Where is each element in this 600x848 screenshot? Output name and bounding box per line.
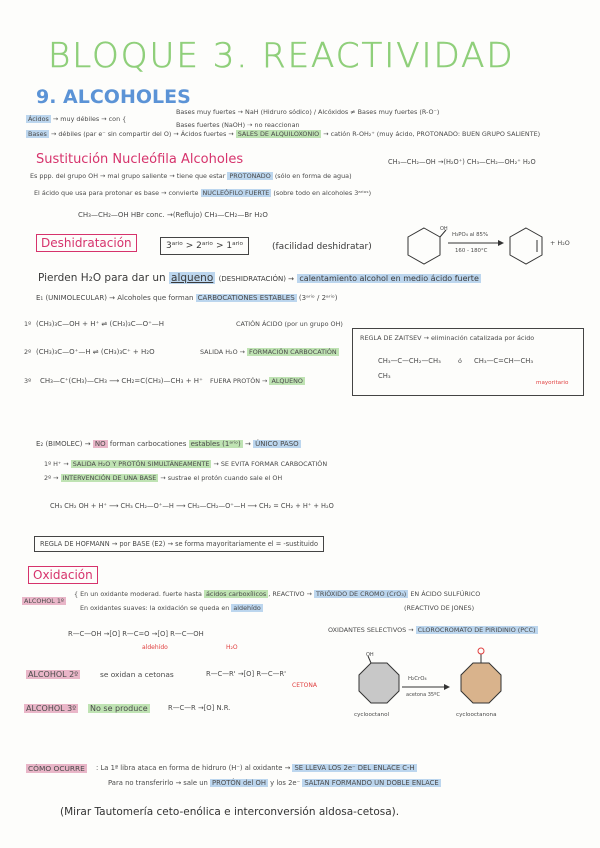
acidos-line: Ácidos → muy débiles → con {: [28, 115, 127, 123]
deshid-line1: Pierden H₂O para dar un alqueno (DESHIDRATACIÓN) → calentamiento alcohol en medio ácido fuerte: [38, 272, 479, 284]
acidos-carboxilicos-highlight: ácidos carboxílicos: [206, 590, 267, 598]
alc2-reaction: R—C—R' →[O] R—C—R': [206, 670, 286, 678]
cyclooctanone-structure: [456, 658, 506, 708]
no-forman-highlight: NO: [94, 440, 106, 448]
cyclohexanol-structure: [404, 222, 444, 266]
oxidation-arrow: [402, 684, 450, 690]
sales-alquiloxonio: SALES DE ALQUILOXONIO: [237, 130, 320, 138]
cyclooctanol-label: cyclooctanol: [354, 712, 390, 718]
mech-step2: (CH₃)₃C—O⁺—H ⇌ (CH₃)₃C⁺ + H₂O: [36, 348, 155, 356]
bases-tag: Bases: [28, 130, 47, 138]
unico-paso-highlight: ÚNICO PASO: [255, 440, 299, 448]
aldehido-highlight: aldehído: [233, 604, 261, 612]
e2-line: E₂ (BIMOLEC) → NO forman carbocationes estables (1ᵃʳⁱᵒ) → ÚNICO PASO: [36, 440, 299, 448]
acidos-tag: Ácidos: [28, 115, 49, 123]
deshid-temp: 160 - 180°C: [455, 248, 488, 254]
mech-step2-note: SALIDA H₂O → FORMACIÓN CARBOCATIÓN: [200, 348, 337, 356]
aldehido-label: aldehído: [142, 644, 168, 651]
proton-highlight: PROTÓN del OH: [212, 779, 266, 787]
alc3-reaction: R—C—R →[O] N.R.: [168, 704, 231, 712]
intervencion-highlight: INTERVENCIÓN DE UNA BASE: [62, 474, 157, 482]
saltan-highlight: SALTAN FORMANDO UN DOBLE ENLACE: [304, 779, 439, 787]
alc1-line2: En oxidantes suaves: la oxidación se queda en aldehído: [80, 604, 261, 612]
section-title-alcoholes: 9. ALCOHOLES: [36, 86, 191, 108]
cyclooctanol-structure: [354, 658, 404, 708]
deshid-heading: Deshidratación: [36, 234, 137, 252]
cyclooctanone-label: cyclooctanona: [456, 712, 497, 718]
zaitsev-structure-a: CH₃—C—CH₂—CH₃: [378, 357, 441, 365]
cyclohexene-structure: [506, 224, 546, 268]
protonado-highlight: PROTONADO: [229, 172, 271, 180]
cetona-label: CETONA: [292, 682, 317, 689]
brace-top-text: Bases muy fuertes → NaH (Hidruro sódico) / Alcóxidos ≠ Bases muy fuertes (R-O⁻): [176, 108, 440, 116]
sust-reaction: CH₃—CH₂—OH →(H₂O⁺) CH₃—CH₂—OH₂⁺ H₂O: [388, 158, 536, 166]
oxid-reagent: H₂CrO₄: [408, 676, 427, 682]
se-lleva-highlight: SE LLEVA LOS 2e⁻ DEL ENLACE C-H: [294, 764, 415, 772]
como-tag: CÓMO OCURRE: [28, 764, 85, 773]
sust-line2: El ácido que usa para protonar es base → convierte NUCLEÓFILO FUERTE (sobre todo en alcoholes 3ᵃʳⁱᵒˢ): [34, 189, 372, 197]
mech-step1-note: CATIÓN ÁCIDO (por un grupo OH): [236, 320, 343, 328]
calentamiento-highlight: calentamiento alcohol en medio ácido fuerte: [299, 274, 479, 283]
mech-step1: (CH₃)₃C—OH + H⁺ ⇌ (CH₃)₃C—O⁺—H: [36, 320, 165, 328]
alc2-line: se oxidan a cetonas: [100, 670, 174, 679]
como-line1: : La 1ª libra ataca en forma de hidruro (H⁻) al oxidante → SE LLEVA LOS 2e⁻ DEL ENLACE C-H: [96, 764, 415, 772]
deshid-e1: E₁ (UNIMOLECULAR) → Alcoholes que forman CARBOCATIONES ESTABLES (3ᵃʳⁱᵒ / 2ᵃʳⁱᵒ): [36, 294, 338, 302]
alc3-tag: ALCOHOL 3º: [26, 704, 76, 713]
zaitsev-mayoritario: mayoritario: [536, 380, 569, 386]
hofmann-rule: REGLA DE HOFMANN → por BASE (E2) → se forma mayoritariamente el = -sustituido: [34, 536, 324, 552]
zaitsev-or: ó: [458, 357, 462, 365]
como-line2: Para no transferirlo → sale un PROTÓN del OH y los 2e⁻ SALTAN FORMANDO UN DOBLE ENLACE: [108, 779, 439, 787]
estables-highlight: estables (1ᵃʳⁱᵒ): [190, 440, 241, 448]
mech-step3: CH₃—C⁺(CH₃)—CH₃ ⟶ CH₂=C(CH₃)—CH₃ + H⁺: [40, 377, 203, 385]
e2-step2: 2º → INTERVENCIÓN DE UNA BASE → sustrae el protón cuando sale el OH: [44, 474, 283, 482]
alc1-line1: { En un oxidante moderad. fuerte hasta ácidos carboxílicos , REACTIVO → TRIÓXIDO DE CROMO (CrO₃) EN ÁCIDO SULFÚRICO: [74, 590, 481, 598]
sust-equation: CH₃—CH₂—OH HBr conc. →(Reflujo) CH₃—CH₂—Br H₂O: [78, 211, 268, 219]
h2o-label: H₂O: [226, 644, 238, 651]
no-produce: No se produce: [90, 704, 148, 713]
pcc-highlight: CLOROCROMATO DE PIRIDINIO (PCC): [417, 626, 536, 634]
alc2-tag: ALCOHOL 2º: [28, 670, 78, 679]
alc1-reaction: R—C—OH →[O] R—C=O →[O] R—C—OH: [68, 630, 204, 638]
oxid-solvent: acetona 35ºC: [406, 692, 440, 698]
sust-heading: Sustitución Nucleófila Alcoholes: [36, 152, 244, 167]
zaitsev-rule: REGLA DE ZAITSEV → eliminación catalizada por ácido: [360, 334, 535, 342]
carbocationes-highlight: CARBOCATIONES ESTABLES: [197, 294, 295, 302]
formacion-highlight: FORMACIÓN CARBOCATIÓN: [249, 348, 337, 356]
mech-step3-note: FUERA PROTÓN → ALQUENO: [210, 377, 303, 385]
sust-line1: Es ppp. del grupo OH → mal grupo saliente → tiene que estar PROTONADO (sólo en forma de agua): [30, 172, 352, 180]
deshid-product: + H₂O: [550, 239, 570, 247]
nucleofilo-highlight: NUCLEÓFILO FUERTE: [202, 189, 270, 197]
oxid-heading: Oxidación: [28, 566, 98, 584]
page-title: BLOQUE 3. REACTIVIDAD: [48, 36, 515, 76]
zaitsev-methyl: CH₃: [378, 372, 391, 380]
deshid-conditions: H₃PO₄ al 85%: [452, 232, 489, 238]
deshid-facilidad: (facilidad deshidratar): [272, 242, 372, 252]
deshid-order: 3ᵃʳⁱᵒ > 2ᵃʳⁱᵒ > 1ᵃʳⁱᵒ: [160, 237, 249, 255]
zaitsev-structure-b: CH₃—C=CH—CH₃: [474, 357, 534, 365]
oxidantes-selectivos: OXIDANTES SELECTIVOS → CLOROCROMATO DE PIRIDINIO (PCC): [328, 626, 536, 634]
alqueno-highlight: alqueno: [171, 272, 214, 284]
e2-step1: 1º H⁺ → SALIDA H₂O Y PROTÓN SIMULTÁNEAMENTE → SE EVITA FORMAR CARBOCATIÓN: [44, 460, 328, 468]
reaction-arrow: [448, 240, 504, 246]
alqueno2-highlight: ALQUENO: [271, 377, 303, 385]
e2-equation: CH₃ CH₂ OH + H⁺ ⟶ CH₃ CH₂—O⁺—H ⟶ CH₂—CH₂—O⁺—H ⟶ CH₂ = CH₂ + H⁺ + H₂O: [50, 502, 334, 510]
mirar-note: (Mirar Tautomería ceto-enólica e interconversión aldosa-cetosa).: [60, 806, 400, 818]
alc1-tag: ALCOHOL 1º: [24, 597, 64, 605]
brace-bottom-text: Bases fuertes (NaOH) ⇢ no reaccionan: [176, 121, 300, 129]
reactivo-jones: (REACTIVO DE JONES): [404, 604, 475, 612]
bases-line: Bases → débiles (par e⁻ sin compartir del O) → Ácidos fuertes → SALES DE ALQUILOXONIO → catión R-OH₂⁺ (muy ácido, PROTONADO: BUEN GRUPO SALIENTE): [28, 130, 541, 138]
salida-highlight: SALIDA H₂O Y PROTÓN SIMULTÁNEAMENTE: [72, 460, 210, 468]
trioxido-highlight: TRIÓXIDO DE CROMO (CrO₃): [316, 590, 407, 598]
